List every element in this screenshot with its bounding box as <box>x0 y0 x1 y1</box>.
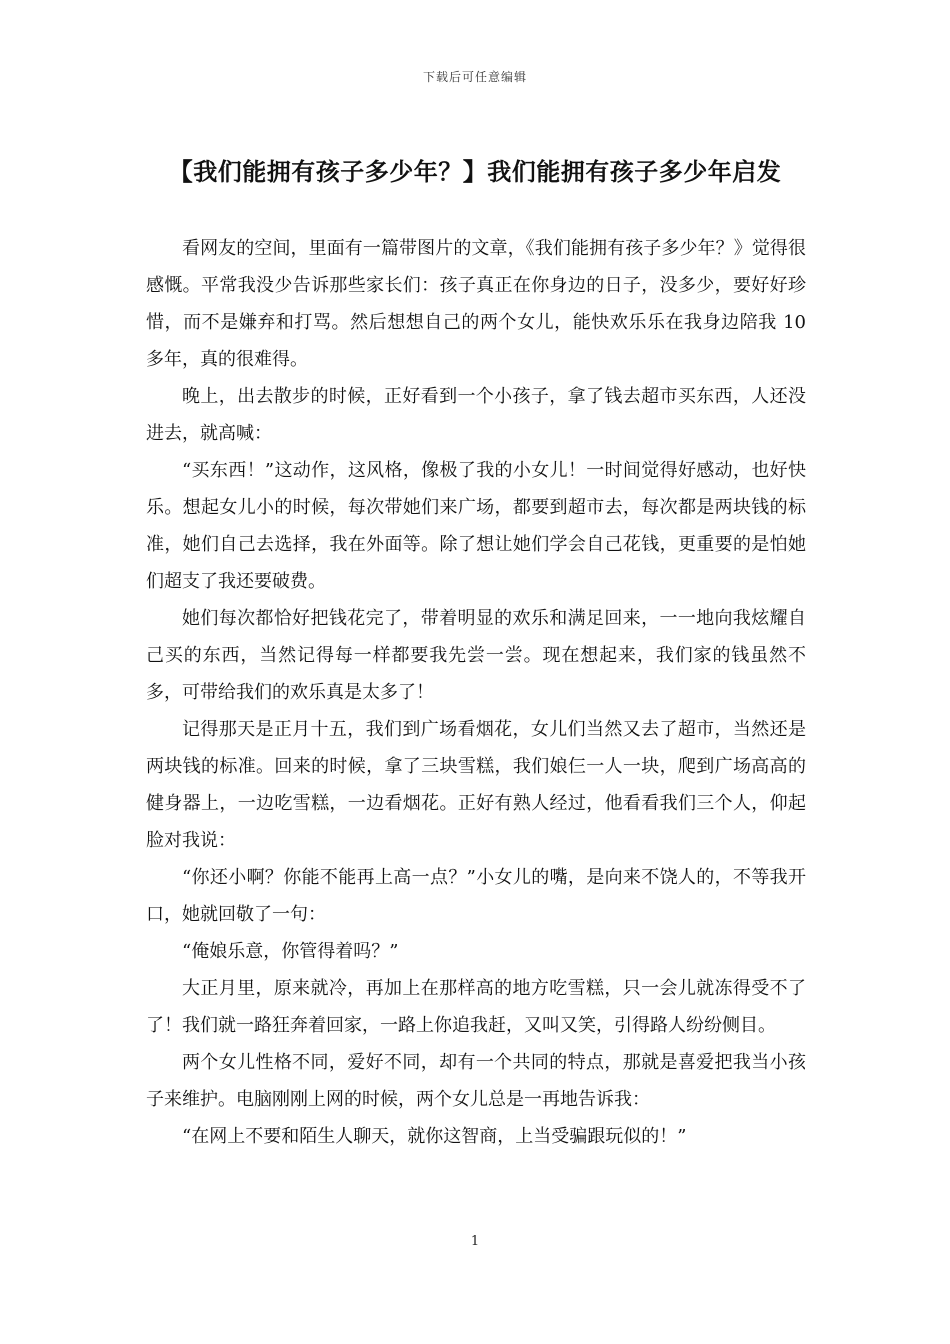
paragraph: 看网友的空间，里面有一篇带图片的文章，《我们能拥有孩子多少年？》觉得很感慨。平常我没少告诉那些家长们：孩子真正在你身边的日子，没多少，要好好珍惜，而不是嫌弃和打骂。然后想想自己的两个女儿，能快欢乐乐在我身边陪我 10 多年，真的很难得。 <box>146 238 806 370</box>
paragraph: 大正月里，原来就冷，再加上在那样高的地方吃雪糕，只一会儿就冻得受不了了！我们就一路狂奔着回家，一路上你追我赶，又叫又笑，引得路人纷纷侧目。 <box>146 978 806 1036</box>
paragraph: “俺娘乐意，你管得着吗？” <box>182 941 399 962</box>
paragraph: 晚上，出去散步的时候，正好看到一个小孩子，拿了钱去超市买东西，人还没进去，就高喊： <box>146 386 806 444</box>
download-editable-note: 下载后可任意编辑 <box>422 70 527 84</box>
paragraph: “你还小啊？你能不能再上高一点？”小女儿的嘴，是向来不饶人的，不等我开口，她就回敬了一句： <box>146 867 806 925</box>
paragraph: 记得那天是正月十五，我们到广场看烟花，女儿们当然又去了超市，当然还是两块钱的标准。回来的时候，拿了三块雪糕，我们娘仨一人一块，爬到广场高高的健身器上，一边吃雪糕，一边看烟花。正好有熟人经过，他看看我们三个人，仰起脸对我说： <box>146 719 806 851</box>
paragraph: 她们每次都恰好把钱花完了，带着明显的欢乐和满足回来，一一地向我炫耀自己买的东西，当然记得每一样都要我先尝一尝。现在想起来，我们家的钱虽然不多，可带给我们的欢乐真是太多了！ <box>146 608 806 703</box>
document-title: 【我们能拥有孩子多少年？】我们能拥有孩子多少年启发 <box>168 158 782 186</box>
article-body <box>146 230 806 1155</box>
paragraph: “买东西！”这动作，这风格，像极了我的小女儿！一时间觉得好感动，也好快乐。想起女儿小的时候，每次带她们来广场，都要到超市去，每次都是两块钱的标准，她们自己去选择，我在外面等。除了想让她们学会自己花钱，更重要的是怕她们超支了我还要破费。 <box>146 460 806 592</box>
paragraph: 两个女儿性格不同，爱好不同，却有一个共同的特点，那就是喜爱把我当小孩子来维护。电脑刚刚上网的时候，两个女儿总是一再地告诉我： <box>146 1052 806 1110</box>
page-number: 1 <box>470 1234 480 1249</box>
paragraph: “在网上不要和陌生人聊天，就你这智商，上当受骗跟玩似的！” <box>182 1126 687 1147</box>
